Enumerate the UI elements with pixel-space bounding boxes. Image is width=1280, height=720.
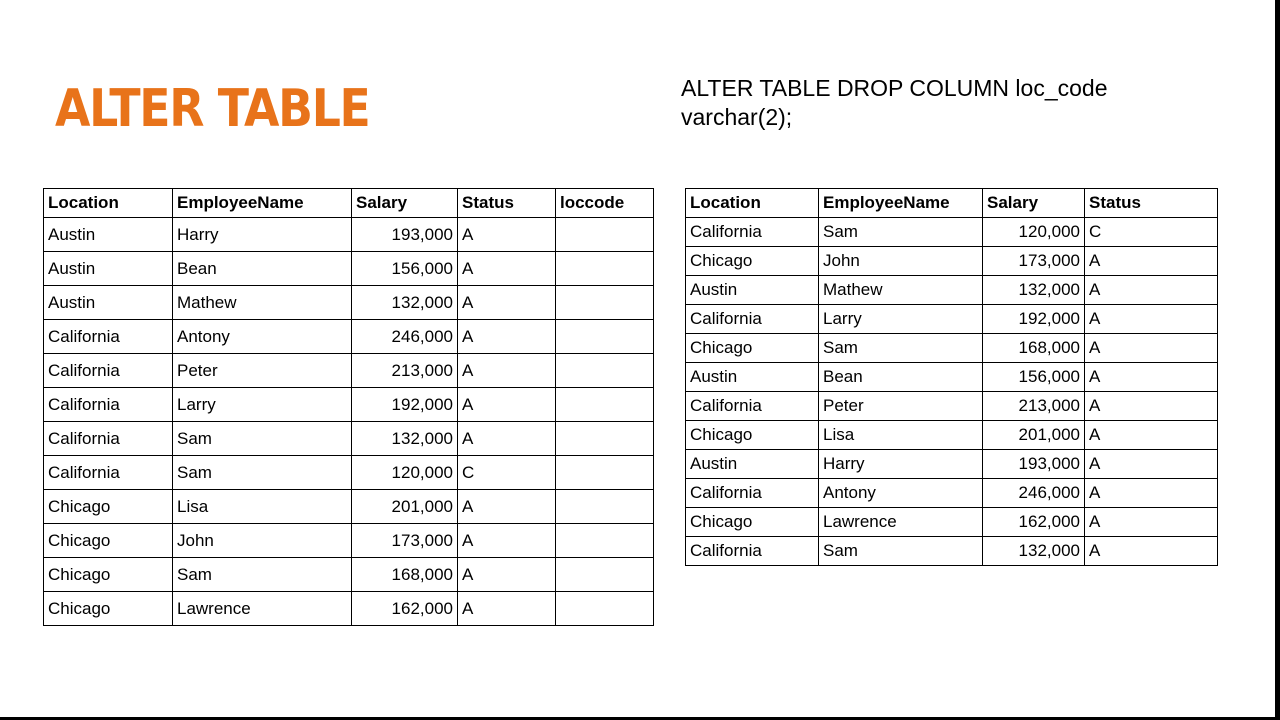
loccode-cell [556, 422, 654, 456]
location-cell: Austin [686, 276, 819, 305]
column-header-location: Location [686, 189, 819, 218]
status-cell: A [1085, 247, 1218, 276]
status-cell: A [458, 320, 556, 354]
employee-name-cell: Lawrence [819, 508, 983, 537]
status-cell: A [1085, 421, 1218, 450]
status-cell: A [458, 252, 556, 286]
table-row [44, 218, 654, 252]
column-header-employee-name: EmployeeName [173, 189, 352, 218]
status-cell: C [458, 456, 556, 490]
location-cell: Chicago [686, 508, 819, 537]
status-cell: A [458, 592, 556, 626]
location-cell: Austin [686, 450, 819, 479]
location-cell: Austin [44, 218, 173, 252]
location-cell: California [686, 392, 819, 421]
employee-name-cell: Harry [173, 218, 352, 252]
employee-name-cell: Larry [173, 388, 352, 422]
salary-cell: 201,000 [983, 421, 1085, 450]
salary-cell: 246,000 [352, 320, 458, 354]
employee-name-cell: Antony [173, 320, 352, 354]
salary-cell: 132,000 [983, 537, 1085, 566]
loccode-cell [556, 218, 654, 252]
table-row [44, 286, 654, 320]
employee-name-cell: Mathew [173, 286, 352, 320]
salary-cell: 213,000 [983, 392, 1085, 421]
status-cell: A [458, 558, 556, 592]
location-cell: Chicago [686, 334, 819, 363]
location-cell: Chicago [686, 421, 819, 450]
loccode-cell [556, 388, 654, 422]
status-cell: A [458, 490, 556, 524]
table-row [686, 479, 1218, 508]
table-row [686, 247, 1218, 276]
status-cell: A [1085, 392, 1218, 421]
employee-name-cell: Peter [173, 354, 352, 388]
salary-cell: 120,000 [352, 456, 458, 490]
employee-name-cell: Sam [819, 334, 983, 363]
employee-table-after [685, 188, 1218, 566]
table-row [686, 421, 1218, 450]
employee-name-cell: John [173, 524, 352, 558]
location-cell: California [686, 537, 819, 566]
employee-name-cell: Larry [819, 305, 983, 334]
location-cell: Austin [44, 252, 173, 286]
column-header-salary: Salary [352, 189, 458, 218]
salary-cell: 193,000 [983, 450, 1085, 479]
employee-name-cell: Bean [819, 363, 983, 392]
location-cell: California [44, 388, 173, 422]
salary-cell: 173,000 [983, 247, 1085, 276]
location-cell: California [44, 456, 173, 490]
salary-cell: 132,000 [352, 422, 458, 456]
employee-name-cell: Antony [819, 479, 983, 508]
column-header-status: Status [458, 189, 556, 218]
salary-cell: 168,000 [352, 558, 458, 592]
table-row [44, 558, 654, 592]
table-row [44, 524, 654, 558]
loccode-cell [556, 524, 654, 558]
status-cell: A [458, 218, 556, 252]
table-row [44, 252, 654, 286]
location-cell: Chicago [44, 524, 173, 558]
salary-cell: 173,000 [352, 524, 458, 558]
employee-name-cell: Sam [173, 558, 352, 592]
employee-name-cell: Lisa [819, 421, 983, 450]
status-cell: A [1085, 537, 1218, 566]
loccode-cell [556, 490, 654, 524]
sql-line-1: ALTER TABLE DROP COLUMN loc_code [681, 75, 1108, 101]
salary-cell: 193,000 [352, 218, 458, 252]
status-cell: A [1085, 479, 1218, 508]
loccode-cell [556, 354, 654, 388]
status-cell: A [1085, 276, 1218, 305]
table-row [686, 537, 1218, 566]
slide-title: ALTER TABLE [55, 79, 370, 139]
salary-cell: 120,000 [983, 218, 1085, 247]
salary-cell: 132,000 [352, 286, 458, 320]
status-cell: A [1085, 508, 1218, 537]
column-header-salary: Salary [983, 189, 1085, 218]
column-header-location: Location [44, 189, 173, 218]
table-row [44, 592, 654, 626]
salary-cell: 192,000 [983, 305, 1085, 334]
salary-cell: 201,000 [352, 490, 458, 524]
right-border [1275, 0, 1280, 720]
status-cell: A [458, 422, 556, 456]
salary-cell: 168,000 [983, 334, 1085, 363]
employee-name-cell: John [819, 247, 983, 276]
column-header-loccode: loccode [556, 189, 654, 218]
table-row [686, 334, 1218, 363]
employee-name-cell: Lawrence [173, 592, 352, 626]
salary-cell: 213,000 [352, 354, 458, 388]
location-cell: California [44, 354, 173, 388]
salary-cell: 156,000 [352, 252, 458, 286]
employee-name-cell: Bean [173, 252, 352, 286]
table-row [44, 320, 654, 354]
employee-name-cell: Lisa [173, 490, 352, 524]
table-row [686, 305, 1218, 334]
status-cell: C [1085, 218, 1218, 247]
salary-cell: 162,000 [983, 508, 1085, 537]
table-row [686, 363, 1218, 392]
loccode-cell [556, 320, 654, 354]
employee-name-cell: Sam [173, 456, 352, 490]
employee-name-cell: Mathew [819, 276, 983, 305]
loccode-cell [556, 456, 654, 490]
location-cell: California [686, 479, 819, 508]
status-cell: A [458, 524, 556, 558]
sql-statement [681, 74, 1201, 132]
table-row [44, 388, 654, 422]
employee-name-cell: Sam [819, 218, 983, 247]
table-row [686, 392, 1218, 421]
salary-cell: 162,000 [352, 592, 458, 626]
status-cell: A [1085, 450, 1218, 479]
loccode-cell [556, 558, 654, 592]
status-cell: A [458, 388, 556, 422]
column-header-status: Status [1085, 189, 1218, 218]
status-cell: A [1085, 305, 1218, 334]
table-row [686, 450, 1218, 479]
salary-cell: 246,000 [983, 479, 1085, 508]
table-header-row [686, 189, 1218, 218]
sql-line-2: varchar(2); [681, 104, 793, 130]
location-cell: Chicago [686, 247, 819, 276]
table-row [686, 218, 1218, 247]
salary-cell: 132,000 [983, 276, 1085, 305]
employee-name-cell: Harry [819, 450, 983, 479]
employee-name-cell: Sam [173, 422, 352, 456]
location-cell: Chicago [44, 490, 173, 524]
column-header-employee-name: EmployeeName [819, 189, 983, 218]
location-cell: California [44, 422, 173, 456]
status-cell: A [458, 286, 556, 320]
location-cell: California [686, 305, 819, 334]
table-row [44, 456, 654, 490]
location-cell: Chicago [44, 558, 173, 592]
employee-name-cell: Peter [819, 392, 983, 421]
location-cell: Austin [44, 286, 173, 320]
location-cell: Austin [686, 363, 819, 392]
loccode-cell [556, 592, 654, 626]
table-row [686, 276, 1218, 305]
table-row [44, 490, 654, 524]
salary-cell: 192,000 [352, 388, 458, 422]
salary-cell: 156,000 [983, 363, 1085, 392]
location-cell: California [686, 218, 819, 247]
location-cell: California [44, 320, 173, 354]
table-header-row [44, 189, 654, 218]
status-cell: A [1085, 334, 1218, 363]
employee-table-before [43, 188, 654, 626]
status-cell: A [1085, 363, 1218, 392]
table-row [44, 354, 654, 388]
loccode-cell [556, 286, 654, 320]
loccode-cell [556, 252, 654, 286]
employee-name-cell: Sam [819, 537, 983, 566]
location-cell: Chicago [44, 592, 173, 626]
table-row [686, 508, 1218, 537]
table-row [44, 422, 654, 456]
status-cell: A [458, 354, 556, 388]
